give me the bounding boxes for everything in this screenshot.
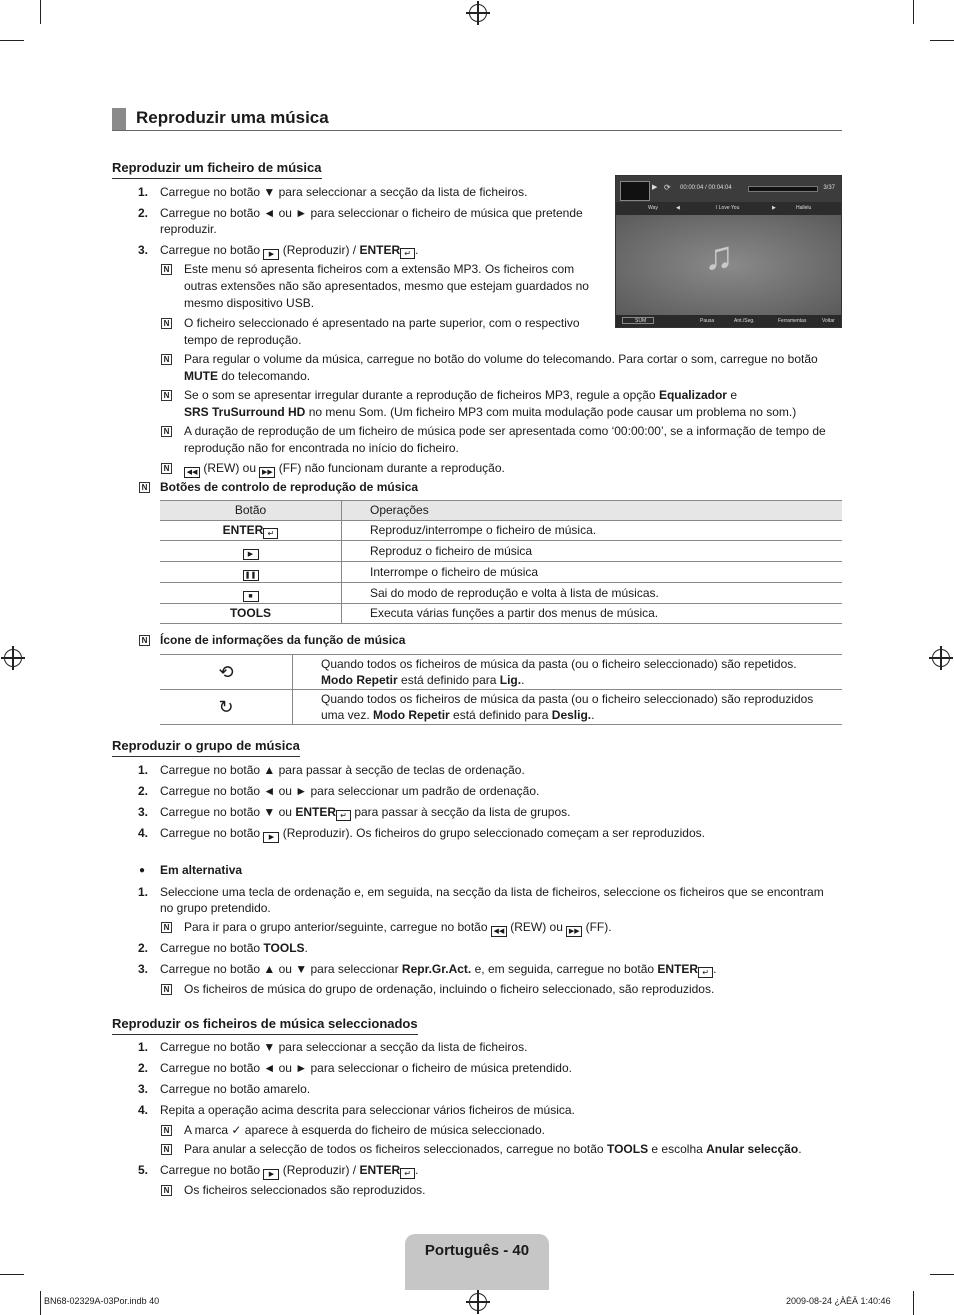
chevron-right-icon: ▶ (772, 205, 776, 211)
text: A marca (184, 1123, 229, 1137)
text: está definido para (401, 673, 497, 687)
step-text: Carregue no botão ▼ para seleccionar a secção da lista de ficheiros. (160, 185, 528, 199)
table-heading: Ícone de informações da função de música (160, 633, 406, 647)
enter-icon: ↵ (263, 528, 278, 539)
text: (REW) ou (203, 461, 257, 475)
title-divider (112, 130, 842, 131)
step-text: Repita a operação acima descrita para seleccionar vários ficheiros de música. (160, 1103, 575, 1117)
group-label: Repr.Gr.Act. (401, 962, 472, 976)
enter-label: ENTER (359, 1163, 401, 1177)
text: Carregue no botão (160, 243, 261, 257)
crop-mark (930, 1274, 954, 1275)
fast-forward-icon: ▶▶ (566, 926, 582, 937)
crop-mark (0, 1274, 24, 1275)
value-label: Deslig. (551, 708, 592, 722)
note-icon (139, 635, 150, 646)
button-cell (160, 541, 342, 562)
operation-cell: Executa várias funções a partir dos menus de música. (342, 604, 843, 624)
operation-cell: Sai do modo de reprodução e volta à lista de músicas. (342, 583, 843, 604)
step-number: 3. (138, 1082, 149, 1096)
registration-mark-icon (469, 1293, 487, 1311)
note-icon (161, 426, 172, 437)
music-player-screenshot (615, 175, 842, 328)
play-icon: ▶ (263, 832, 279, 843)
note-text (184, 387, 737, 404)
text-line: uma vez. Modo Repetir está definido para Deslig.. (321, 708, 595, 722)
step-number: 3. (138, 962, 149, 976)
registration-mark-icon (469, 4, 487, 22)
repeat-mode-label: Modo Repetir (373, 708, 450, 722)
step-number: 2. (138, 784, 149, 798)
rewind-icon: ◀◀ (184, 467, 200, 478)
play-icon: ▶ (263, 1169, 279, 1180)
text: Carregue no botão (160, 941, 261, 955)
text: e escolha (651, 1142, 703, 1156)
registration-mark-icon (4, 649, 22, 667)
button-cell (160, 562, 342, 583)
rewind-icon: ◀◀ (491, 926, 507, 937)
enter-icon: ↵ (400, 248, 415, 259)
step-text: Carregue no botão ▲ ou ▼ para seleccionar Repr.Gr.Act. e, em seguida, carregue no botão ENTER ↵ . (160, 962, 717, 977)
note-text: outras extensões não são apresentados, mesmo que estejam guardados no (184, 279, 589, 293)
note-icon (161, 922, 172, 933)
player-footer (616, 315, 841, 327)
equalizer-label: Equalizador (658, 388, 727, 402)
sum-label: SUM (622, 317, 654, 324)
text: e, em seguida, carregue no botão (474, 962, 655, 976)
note-text: tempo de reprodução. (184, 333, 302, 347)
operation-cell: Reproduz/interrompe o ficheiro de música. (342, 521, 843, 541)
text: está definido para (453, 708, 549, 722)
crop-mark (913, 0, 914, 24)
text: uma vez. (321, 708, 370, 722)
text: para passar à secção da lista de grupos. (354, 805, 571, 819)
text: (Reproduzir) / (282, 1163, 357, 1177)
step-number: 1. (138, 1040, 149, 1054)
note-text (184, 1122, 545, 1139)
note-icon (161, 984, 172, 995)
text: do telecomando. (221, 369, 311, 383)
controls-table (160, 500, 842, 624)
note-text: Este menu só apresenta ficheiros com a extensão MP3. Os ficheiros com (184, 262, 575, 276)
step-text: no grupo pretendido. (160, 901, 271, 915)
table-row (160, 690, 842, 725)
music-note-icon: ♫ (704, 234, 734, 278)
text: Quando todos os ficheiros de música da pasta (ou o ficheiro seleccionado) são repetidos. (321, 657, 797, 671)
track-count: 3/37 (823, 185, 835, 191)
button-cell (160, 583, 342, 604)
text: no menu Som. (Um ficheiro MP3 com muita modulação pode causar um problema no som.) (308, 405, 797, 419)
step-number: 4. (138, 826, 149, 840)
step-text: reproduzir. (160, 222, 217, 236)
play-icon: ▶ (652, 184, 658, 191)
print-filename: BN68-02329A-03Por.indb 40 (44, 1296, 160, 1306)
table-row (160, 521, 842, 541)
tools-label: TOOLS (263, 941, 305, 955)
text: Para anular a selecção de todos os ficheiros seleccionados, carregue no botão (184, 1142, 604, 1156)
repeat-mode-label: Modo Repetir (321, 673, 398, 687)
enter-label: ENTER (657, 962, 699, 976)
text: (FF) não funcionam durante a reprodução. (278, 461, 505, 475)
mute-label: MUTE (184, 369, 218, 383)
text: Quando todos os ficheiros de música da pasta (ou o ficheiro seleccionado) são reproduzidos (321, 692, 814, 706)
text: Carregue no botão ▲ ou ▼ para seleccionar (160, 962, 399, 976)
playback-time: 00:00:04 / 00:04:04 (680, 185, 732, 191)
step-number: 1. (138, 185, 149, 199)
step-text: Carregue no botão TOOLS. (160, 941, 308, 955)
step-number: 5. (138, 1163, 149, 1177)
title-accent-bar (112, 108, 126, 130)
note-text: reprodução não for encontrada no início do ficheiro. (184, 441, 459, 455)
repeat-all-icon: ⟲ (160, 655, 293, 690)
page-number: Português - 40 (424, 1242, 530, 1259)
note-text: O ficheiro seleccionado é apresentado na parte superior, com o respectivo (184, 316, 580, 330)
pause-icon: ❚❚ (243, 570, 259, 581)
table-header-row (160, 501, 842, 521)
column-header: Operações (342, 501, 843, 521)
note-icon (161, 264, 172, 275)
operation-cell: Interrompe o ficheiro de música (342, 562, 843, 583)
operation-cell: Reproduz o ficheiro de música (342, 541, 843, 562)
checkmark-icon: ✓ (231, 1123, 242, 1137)
current-track: I Love You (716, 205, 740, 211)
note-text (184, 368, 310, 385)
text: e (730, 388, 737, 402)
back-label: Voltar (822, 318, 835, 324)
step-number: 3. (138, 243, 149, 257)
enter-icon: ↵ (336, 810, 351, 821)
tools-label: Ferramentas (778, 318, 807, 324)
button-cell (160, 521, 342, 541)
crop-mark (40, 0, 41, 24)
bullet-icon: ● (139, 865, 146, 876)
note-text (184, 919, 612, 937)
note-text: A duração de reprodução de um ficheiro de música pode ser apresentada como ‘00:00:00’, se a informação de tempo de (184, 424, 826, 438)
text: Carregue no botão ▼ ou (160, 805, 292, 819)
note-icon (161, 390, 172, 401)
section-heading: Reproduzir um ficheiro de música (112, 159, 322, 179)
crop-mark (0, 40, 24, 41)
page-title: Reproduzir uma música (136, 108, 329, 127)
text: (FF). (585, 920, 612, 934)
step-number: 3. (138, 805, 149, 819)
table-row (160, 541, 842, 562)
note-icon (161, 318, 172, 329)
text: (Reproduzir) / (282, 243, 357, 257)
crop-mark (913, 1291, 914, 1315)
enter-icon: ↵ (400, 1168, 415, 1179)
stop-icon: ■ (243, 591, 259, 602)
print-timestamp: 2009-08-24 ¿ÀÈÄ 1:40:46 (786, 1296, 891, 1306)
step-text: Carregue no botão ◄ ou ► para seleccionar o ficheiro de música que pretende (160, 206, 583, 220)
step-number: 1. (138, 763, 149, 777)
description-cell (293, 690, 843, 725)
note-text (184, 404, 796, 421)
step-text (160, 825, 705, 843)
album-art (620, 181, 650, 201)
note-icon (161, 463, 172, 474)
repeat-once-icon: ↻ (160, 690, 293, 725)
text: Se o som se apresentar irregular durante a reprodução de ficheiros MP3, regule a opção (184, 388, 656, 402)
note-text: Os ficheiros seleccionados são reproduzidos. (184, 1183, 426, 1197)
value-label: Lig. (499, 673, 522, 687)
step-text: Carregue no botão ▼ para seleccionar a secção da lista de ficheiros. (160, 1040, 528, 1054)
play-icon: ▶ (243, 549, 259, 560)
icon-info-table (160, 654, 842, 725)
step-text: Carregue no botão ▶ (Reproduzir) / ENTER ↵ . (160, 243, 419, 258)
step-number: 4. (138, 1103, 149, 1117)
enter-label: ENTER (359, 243, 401, 257)
section-heading: Reproduzir o grupo de música (112, 737, 300, 757)
step-number: 2. (138, 1061, 149, 1075)
note-icon (161, 1185, 172, 1196)
enter-icon: ↵ (698, 967, 713, 978)
note-icon (161, 1125, 172, 1136)
table-heading: Botões de controlo de reprodução de música (160, 480, 419, 494)
step-number: 1. (138, 885, 149, 899)
note-text: Os ficheiros de música do grupo de ordenação, incluindo o ficheiro seleccionado, são reproduzidos. (184, 982, 715, 996)
tools-label: TOOLS (606, 1142, 649, 1156)
note-icon (139, 482, 150, 493)
note-icon (161, 354, 172, 365)
column-header: Botão (160, 501, 342, 521)
table-row (160, 583, 842, 604)
chevron-left-icon: ◀ (676, 205, 680, 211)
note-text (184, 460, 505, 478)
fast-forward-icon: ▶▶ (259, 467, 275, 478)
progress-bar (748, 186, 818, 192)
text: (REW) ou (510, 920, 563, 934)
description-cell (293, 655, 843, 690)
text: (Reproduzir). Os ficheiros do grupo seleccionado começam a ser reproduzidos. (282, 826, 705, 840)
step-text: Seleccione uma tecla de ordenação e, em seguida, na secção da lista de ficheiros, seleccione os ficheiros que se encontram (160, 885, 824, 899)
srs-label: SRS TruSurround HD (184, 405, 306, 419)
note-icon (161, 1144, 172, 1155)
crop-mark (40, 1291, 41, 1315)
text: aparece à esquerda do ficheiro de música seleccionado. (244, 1123, 545, 1137)
enter-label: ENTER (222, 523, 264, 537)
note-text: Para anular a selecção de todos os ficheiros seleccionados, carregue no botão TOOLS e escolha Anular selecção. (184, 1142, 802, 1156)
table-row (160, 655, 842, 690)
play-icon: ▶ (263, 249, 279, 260)
step-text: Carregue no botão ▲ para passar à secção de teclas de ordenação. (160, 763, 525, 777)
button-cell (160, 604, 342, 624)
prev-track: Way (648, 205, 658, 211)
next-track: Hallelu (796, 205, 812, 211)
text: Carregue no botão (160, 1163, 261, 1177)
note-text: mesmo dispositivo USB. (184, 296, 315, 310)
step-text: Carregue no botão ◄ ou ► para seleccionar o ficheiro de música pretendido. (160, 1061, 572, 1075)
crop-mark (930, 40, 954, 41)
step-number: 2. (138, 206, 149, 220)
step-number: 2. (138, 941, 149, 955)
text-line: Modo Repetir está definido para Lig.. (321, 673, 525, 687)
step-text (160, 804, 570, 821)
note-text: Para regular o volume da música, carregue no botão do volume do telecomando. Para cortar o som, carregue no botão (184, 352, 818, 366)
table-row (160, 604, 842, 624)
prev-next-label: Ant./Seg. (734, 318, 755, 324)
pause-label: Pausa (700, 318, 715, 324)
table-row (160, 562, 842, 583)
track-bar (616, 202, 841, 215)
tools-label: TOOLS (229, 606, 272, 620)
step-text: Carregue no botão amarelo. (160, 1082, 311, 1096)
enter-label: ENTER (295, 805, 336, 819)
step-text: Carregue no botão ▶ (Reproduzir) / ENTER ↵ . (160, 1163, 419, 1178)
registration-mark-icon (932, 649, 950, 667)
text: Para ir para o grupo anterior/seguinte, carregue no botão (184, 920, 488, 934)
text: Carregue no botão (160, 826, 261, 840)
step-text: Carregue no botão ◄ ou ► para seleccionar um padrão de ordenação. (160, 784, 540, 798)
deselect-label: Anular selecção (706, 1142, 799, 1156)
repeat-icon: ⟳ (664, 183, 671, 192)
section-heading: Reproduzir os ficheiros de música seleccionados (112, 1015, 418, 1035)
alt-heading: Em alternativa (160, 863, 243, 877)
